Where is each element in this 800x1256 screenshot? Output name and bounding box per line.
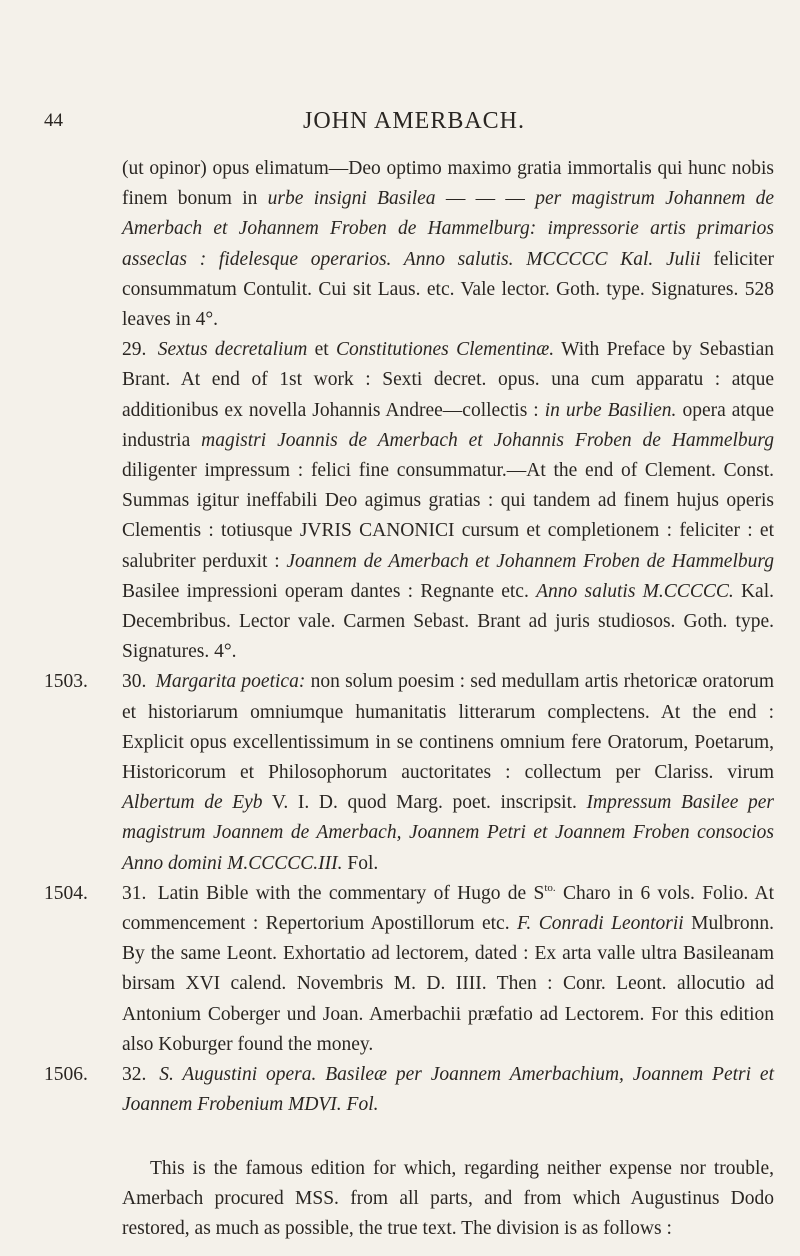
entry-continuation [122,154,774,335]
italic-text: Sextus decretalium [157,339,308,361]
catalogue-entry [44,879,775,1060]
entry-text: diligenter impressum : felici fine consummatur.—At the end of Clement. Const. Summas igitur ineffabili Deo agimus gratias : qui tandem ad finem hujus operis Clementis : totiusque JVRIS CANONICI cursum et completionem : feliciter : et salubriter perduxit : [122,460,774,572]
italic-text: F. Conradi Leontorii [517,913,684,935]
superscript-text: to. [544,881,556,894]
entry-number: 32. [122,1064,147,1086]
italic-text: Impressum Basilee per magistrum Joannem de Amerbach, Joannem Petri et Joannem Froben consocios Anno domini M.CCCCC.III. [122,792,775,874]
italic-text: Margarita poetica: [155,671,306,693]
closing-paragraph: This is the famous edition for which, regarding neither expense nor trouble, Amerbach procured MSS. from all parts, and from which Augustinus Dodo restored, as much as possible, the true text. The division is as follows : [122,1157,774,1239]
entry-text: feliciter consummatum Contulit. Cui sit Laus. etc. Vale lector. Goth. type. Signatures. 528 leaves in 4°. [122,248,775,331]
entry-text: opera atque industria [122,399,774,451]
italic-text: urbe insigni Basilea [267,188,436,210]
entry-number: 29. [122,339,147,361]
entry-text: non solum poesim : sed medullam artis rhetoricæ oratorum et historiarum omniumque humanitatis litterarum complectens. At the end : Explicit opus excellentissimum in se continens omnium fere Oratorum, Poetarum, Historicorum et Philosophorum auctoritates : collectum per Clariss. virum [122,671,775,784]
entry-year: 1506. [44,1064,88,1086]
page-number: 44 [44,110,63,131]
entry-text: — — — [435,188,536,210]
entry-text: With Preface by Sebastian Brant. At end of 1st work : Sexti decret. opus. una cum apparatu : atque additionibus ex novella Johannis Andree—collectis : [122,339,775,421]
entry-year: 1504. [44,882,88,904]
running-title: JOHN AMERBACH. [302,108,526,134]
italic-text: Anno salutis M.CCCCC. [536,580,734,602]
entry-text: V. I. D. quod Marg. poet. inscripsit. [262,792,587,814]
page-header [44,108,784,144]
entry-text: Charo in 6 vols. Folio. At commencement : Repertorium Apostillorum etc. [122,882,774,935]
entry-text: (ut opinor) opus elimatum—Deo optimo maximo gratia immortalis qui hunc nobis finem bonum in [122,158,774,210]
catalogue-entry [122,335,774,667]
entry-text: Mulbronn. By the same Leont. Exhortatio ad lectorem, dated : Ex arta valle ultra Basileanam birsam XVI calend. Novembris M. D. IIII. Then : Conr. Leont. allocutio ad Antonium Coberger und Joan. Amerbachii præfatio ad Lectorem. For this edition also Koburger found the money. [122,913,775,1055]
entry-text: et [307,339,337,361]
page-body [44,154,775,1244]
italic-text: magistri Joannis de Amerbach et Johannis Froben de Hammelburg [201,429,775,451]
entry-number: 31. [122,882,147,904]
italic-text: S. Augustini opera. Basileæ per Joannem Amerbachium, Joannem Petri et Joannem Frobenium MDVI. Fol. [122,1064,774,1116]
catalogue-entry [44,667,775,878]
italic-text: Constitutiones Clementinæ. [336,339,555,361]
entry-text: Latin Bible with the commentary of Hugo de S [157,882,545,904]
entry-text: Basilee impressioni operam dantes : Regnante etc. [122,580,537,602]
entry-year: 1503. [44,671,88,693]
catalogue-entry [44,1060,774,1120]
italic-text: per magistrum Johannem de Amerbach et Johannem Froben de Hammelburg: impressorie artis primarios asseclas : fidelesque operarios. Anno salutis. MCCCCC Kal. Julii [122,188,774,270]
italic-text: in urbe Basilien. [544,399,677,421]
entry-text: Fol. [342,852,379,874]
italic-text: Albertum de Eyb [122,792,263,814]
entry-number: 30. [122,671,147,693]
italic-text: Joannem de Amerbach et Johannem Froben de Hammelburg [286,550,774,572]
entry-text: Kal. Decembribus. Lector vale. Carmen Sebast. Brant ad juris studiosos. Goth. type. Signatures. 4°. [122,580,774,663]
